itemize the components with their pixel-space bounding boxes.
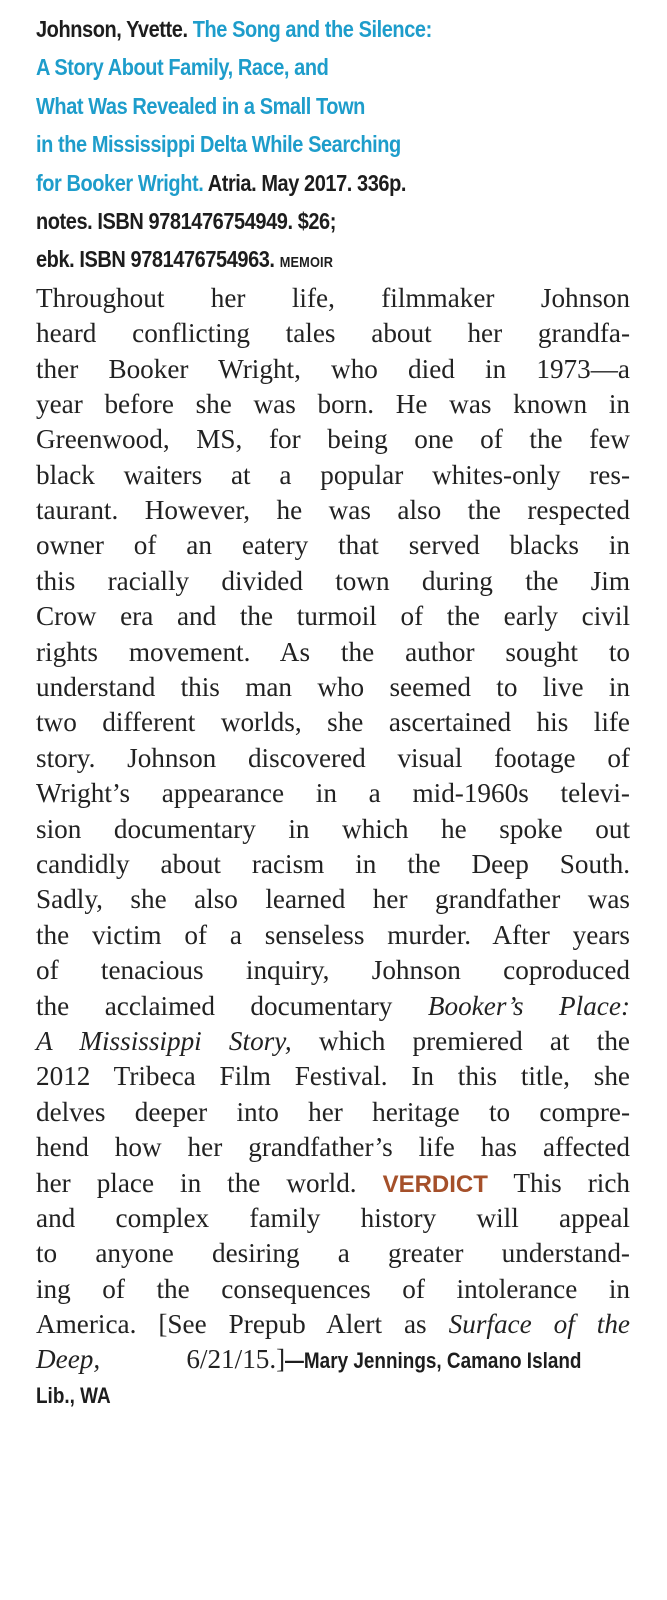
publication-details-ebook (36, 240, 546, 278)
body-line (36, 1024, 630, 1059)
body-line (36, 1166, 630, 1201)
body-line: owner of an eatery that served blacks in (36, 530, 630, 561)
body-text-segment: America. [See Prepub Alert as (36, 1309, 449, 1340)
body-line: ing of the consequences of intolerance in (36, 1273, 630, 1304)
book-title: The Song and the Silence: (192, 16, 432, 42)
body-line: to anyone desiring a greater understand- (36, 1238, 630, 1269)
body-line: Sadly, she also learned her grandfather was (36, 884, 630, 915)
book-title: What Was Revealed in a Small Town (36, 92, 365, 119)
body-line: rights movement. As the author sought to (36, 636, 630, 667)
body-line: two different worlds, she ascertained his life (36, 707, 630, 738)
body-line: year before she was born. He was known in (36, 388, 630, 419)
ebook-isbn: ebk. ISBN 9781476754963. (36, 246, 275, 273)
body-text-segment: which premiered at the (291, 1025, 630, 1056)
author-name: Johnson, Yvette. (36, 16, 188, 42)
reviewer-name: —Mary Jennings, Camano Island (285, 1348, 582, 1374)
film-title: A Mississippi Story, (36, 1025, 292, 1056)
body-line: hend how her grandfather’s life has affected (36, 1132, 630, 1163)
review-body (36, 281, 630, 1414)
body-text-segment: This rich (487, 1167, 630, 1198)
body-line: sion documentary in which he spoke out (36, 813, 630, 844)
body-line: ther Booker Wright, who died in 1973—a (36, 353, 630, 384)
verdict-label: VERDICT (382, 1170, 488, 1198)
body-line: and complex family history will appeal (36, 1202, 630, 1233)
publisher-info: Atria. May 2017. 336p. (207, 169, 407, 196)
body-line: Greenwood, MS, for being one of the few (36, 424, 630, 455)
body-line: of tenacious inquiry, Johnson coproduced (36, 955, 630, 986)
body-line: understand this man who seemed to live in (36, 672, 630, 703)
body-text-segment: the acclaimed documentary (36, 990, 428, 1021)
publication-details: notes. ISBN 9781476754949. $26; (36, 207, 336, 234)
body-line: this racially divided town during the Jim (36, 565, 630, 596)
body-line: 2012 Tribeca Film Festival. In this title, she (36, 1061, 630, 1092)
body-text-segment: her place in the world. (36, 1167, 383, 1198)
book-title: in the Mississippi Delta While Searching (36, 131, 401, 158)
body-line: delves deeper into her heritage to compre- (36, 1096, 630, 1127)
review-header-line-5 (36, 164, 546, 202)
body-line (36, 1307, 630, 1342)
body-line: taurant. However, he was also the respected (36, 495, 630, 526)
review-header-line-1 (36, 10, 546, 48)
body-line: story. Johnson discovered visual footage of (36, 742, 630, 773)
book-review (36, 0, 636, 1413)
genre-label: MEMOIR (279, 254, 334, 272)
book-title: for Booker Wright. (36, 169, 204, 196)
reviewer-affiliation: Lib., WA (36, 1382, 111, 1408)
alt-title: Surface of the (448, 1309, 630, 1340)
body-line: Throughout her life, filmmaker Johnson (36, 282, 630, 313)
body-line: Wright’s appearance in a mid-1960s televi- (36, 778, 630, 809)
alt-title: Deep, (36, 1344, 101, 1375)
body-line: the victim of a senseless murder. After years (36, 919, 630, 950)
film-title: Booker’s Place: (427, 990, 630, 1021)
body-line: candidly about racism in the Deep South. (36, 848, 630, 879)
body-line: black waiters at a popular whites-only res- (36, 459, 630, 490)
body-line (36, 1342, 630, 1377)
body-line: heard conflicting tales about her grandfa- (36, 318, 630, 349)
body-text-segment: 6/21/15.] (100, 1344, 286, 1375)
body-line: Crow era and the turmoil of the early civil (36, 601, 630, 632)
book-title: A Story About Family, Race, and (36, 54, 329, 81)
body-line (36, 989, 630, 1024)
